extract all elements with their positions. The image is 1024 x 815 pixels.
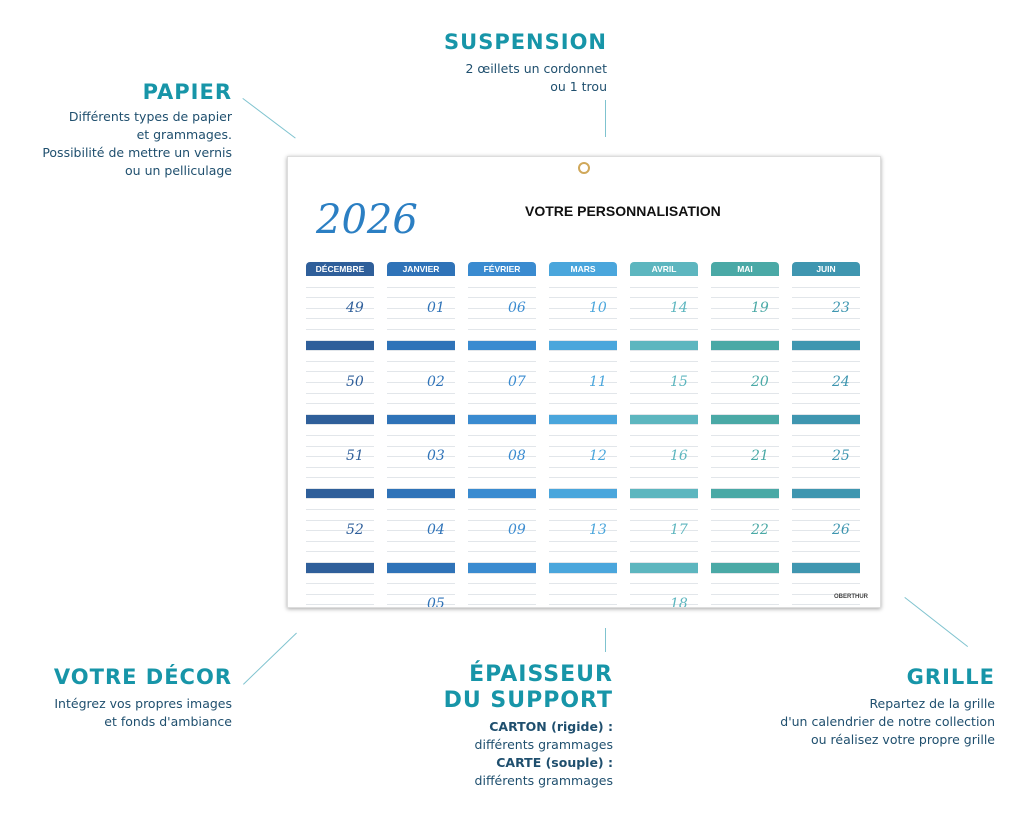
epaisseur-title-1: ÉPAISSEUR: [469, 662, 613, 687]
day-row: [792, 499, 860, 510]
day-row: [711, 319, 779, 330]
decor-line: Intégrez vos propres images: [54, 696, 232, 711]
day-row: [468, 563, 536, 574]
week-number: 03: [427, 448, 445, 464]
day-row: [387, 404, 455, 415]
week-number: 01: [427, 300, 445, 316]
month-header: MARS: [549, 262, 617, 276]
day-row: [549, 330, 617, 341]
day-row: [792, 510, 860, 521]
day-row: [711, 288, 779, 299]
day-row: [711, 489, 779, 500]
day-row: [387, 415, 455, 426]
day-row: [306, 394, 374, 405]
month-column: [549, 262, 617, 592]
day-row: [549, 362, 617, 373]
day-row: [468, 584, 536, 595]
day-row: [549, 552, 617, 563]
day-row: [306, 468, 374, 479]
week-number: 02: [427, 374, 445, 390]
day-row: [387, 394, 455, 405]
grille-text: [740, 695, 995, 749]
day-row: [306, 489, 374, 500]
day-row: [387, 319, 455, 330]
day-row: [549, 404, 617, 415]
day-rows: [549, 277, 617, 592]
month-column: [306, 262, 374, 592]
day-row: [549, 478, 617, 489]
decor-line: et fonds d'ambiance: [104, 714, 232, 729]
day-row: [711, 362, 779, 373]
suspension-title: SUSPENSION: [444, 30, 607, 54]
day-row: [792, 288, 860, 299]
day-row: [630, 277, 698, 288]
day-row: [549, 510, 617, 521]
epaisseur-line: différents grammages: [474, 773, 613, 788]
week-number: 13: [589, 522, 607, 538]
day-row: [468, 404, 536, 415]
day-row: [792, 362, 860, 373]
day-row: [549, 584, 617, 595]
day-row: [306, 341, 374, 352]
day-row: [468, 288, 536, 299]
day-row: [792, 415, 860, 426]
day-row: [468, 436, 536, 447]
day-row: [306, 595, 374, 606]
day-row: [630, 489, 698, 500]
day-row: [630, 319, 698, 330]
day-row: [711, 277, 779, 288]
month-column: [387, 262, 455, 608]
day-row: [549, 277, 617, 288]
day-row: [630, 584, 698, 595]
day-row: [711, 404, 779, 415]
day-row: [306, 510, 374, 521]
papier-line: Différents types de papier: [68, 109, 232, 124]
day-row: [549, 319, 617, 330]
day-row: [711, 563, 779, 574]
grille-line: ou réalisez votre propre grille: [810, 732, 995, 747]
day-row: [549, 574, 617, 585]
day-row: [306, 330, 374, 341]
day-rows: [792, 277, 860, 592]
day-row: [630, 510, 698, 521]
day-row: [387, 574, 455, 585]
day-row: [387, 510, 455, 521]
day-row: [306, 552, 374, 563]
day-row: [306, 478, 374, 489]
month-header: MAI: [711, 262, 779, 276]
epaisseur-line: différents grammages: [474, 737, 613, 752]
suspension-line: ou 1 trou: [550, 79, 607, 94]
week-number: 51: [346, 448, 364, 464]
week-number: 10: [589, 300, 607, 316]
day-row: [711, 436, 779, 447]
week-number: 08: [508, 448, 526, 464]
decor-title: VOTRE DÉCOR: [53, 665, 232, 689]
day-row: [387, 341, 455, 352]
day-row: [792, 351, 860, 362]
day-row: [630, 552, 698, 563]
day-row: [630, 563, 698, 574]
day-row: [468, 415, 536, 426]
day-row: [630, 351, 698, 362]
day-row: [711, 425, 779, 436]
papier-pointer-line: [242, 98, 295, 139]
week-number: 50: [346, 374, 364, 390]
day-row: [387, 468, 455, 479]
day-rows: [630, 277, 698, 592]
day-row: [549, 563, 617, 574]
week-number: 17: [670, 522, 688, 538]
day-row: [306, 415, 374, 426]
day-row: [711, 595, 779, 606]
day-row: [711, 574, 779, 585]
month-header: JANVIER: [387, 262, 455, 276]
personalisation-label: VOTRE PERSONNALISATION: [525, 203, 721, 219]
day-row: [468, 330, 536, 341]
papier-line: ou un pelliculage: [125, 163, 232, 178]
day-row: [387, 489, 455, 500]
grille-line: d'un calendrier de notre collection: [780, 714, 995, 729]
epaisseur-pointer-line: [605, 628, 606, 652]
day-row: [306, 362, 374, 373]
day-row: [792, 394, 860, 405]
day-row: [387, 436, 455, 447]
day-row: [306, 288, 374, 299]
day-row: [387, 277, 455, 288]
epaisseur-line: CARTON (rigide) :: [489, 719, 613, 734]
day-row: [468, 595, 536, 606]
day-row: [549, 425, 617, 436]
day-row: [792, 478, 860, 489]
decor-pointer-line: [243, 633, 297, 685]
papier-text: [20, 108, 232, 180]
day-row: [306, 404, 374, 415]
papier-title: PAPIER: [142, 80, 232, 104]
day-row: [306, 425, 374, 436]
day-row: [306, 574, 374, 585]
day-row: [792, 404, 860, 415]
day-row: [468, 552, 536, 563]
decor-text: [20, 695, 232, 731]
calendar-year: 2026: [316, 197, 418, 243]
day-row: [549, 341, 617, 352]
day-row: [630, 499, 698, 510]
week-number: 25: [832, 448, 850, 464]
calendar-sheet: [287, 156, 881, 608]
day-row: [468, 425, 536, 436]
day-row: [630, 542, 698, 553]
week-number: 52: [346, 522, 364, 538]
day-row: [387, 330, 455, 341]
week-number: 09: [508, 522, 526, 538]
week-number: 05: [427, 596, 445, 608]
day-row: [468, 394, 536, 405]
week-number: 26: [832, 522, 850, 538]
suspension-line: 2 œillets un cordonnet: [465, 61, 607, 76]
day-row: [387, 542, 455, 553]
epaisseur-line: CARTE (souple) :: [496, 755, 613, 770]
day-row: [630, 478, 698, 489]
week-number: 04: [427, 522, 445, 538]
day-rows: [711, 277, 779, 592]
day-row: [387, 584, 455, 595]
day-row: [387, 362, 455, 373]
day-row: [468, 510, 536, 521]
day-row: [306, 584, 374, 595]
day-row: [630, 436, 698, 447]
week-number: 16: [670, 448, 688, 464]
week-number: 14: [670, 300, 688, 316]
papier-line: et grammages.: [136, 127, 232, 142]
day-row: [306, 542, 374, 553]
day-row: [468, 574, 536, 585]
day-row: [792, 436, 860, 447]
day-row: [306, 351, 374, 362]
month-header: JUIN: [792, 262, 860, 276]
week-number: 07: [508, 374, 526, 390]
month-column: [792, 262, 860, 592]
week-number: 23: [832, 300, 850, 316]
month-header: AVRIL: [630, 262, 698, 276]
day-row: [549, 468, 617, 479]
grille-title: GRILLE: [906, 665, 995, 689]
day-row: [468, 542, 536, 553]
day-row: [711, 478, 779, 489]
month-column: [630, 262, 698, 608]
day-row: [792, 468, 860, 479]
day-row: [549, 394, 617, 405]
day-row: [306, 277, 374, 288]
day-row: [792, 563, 860, 574]
day-row: [306, 499, 374, 510]
day-row: [387, 288, 455, 299]
month-column: [711, 262, 779, 592]
week-number: 06: [508, 300, 526, 316]
day-row: [549, 415, 617, 426]
day-row: [792, 330, 860, 341]
day-row: [630, 404, 698, 415]
week-number: 20: [751, 374, 769, 390]
eyelet-icon: [578, 162, 590, 174]
day-row: [630, 394, 698, 405]
day-row: [792, 319, 860, 330]
day-row: [711, 330, 779, 341]
day-row: [387, 425, 455, 436]
day-row: [549, 542, 617, 553]
epaisseur-title-2: DU SUPPORT: [443, 688, 613, 713]
day-row: [792, 341, 860, 352]
day-row: [306, 563, 374, 574]
week-number: 12: [589, 448, 607, 464]
week-number: 22: [751, 522, 769, 538]
suspension-pointer-line: [605, 100, 606, 137]
papier-line: Possibilité de mettre un vernis: [42, 145, 232, 160]
day-row: [549, 288, 617, 299]
day-row: [549, 595, 617, 606]
day-row: [468, 499, 536, 510]
suspension-text: [400, 60, 607, 96]
day-row: [630, 288, 698, 299]
day-row: [711, 510, 779, 521]
day-row: [792, 574, 860, 585]
day-row: [549, 436, 617, 447]
day-row: [711, 351, 779, 362]
day-rows: [387, 277, 455, 592]
day-row: [468, 478, 536, 489]
week-number: 24: [832, 374, 850, 390]
month-header: FÉVRIER: [468, 262, 536, 276]
week-number: 49: [346, 300, 364, 316]
day-row: [387, 563, 455, 574]
day-row: [630, 341, 698, 352]
day-row: [387, 552, 455, 563]
day-row: [630, 330, 698, 341]
day-row: [711, 415, 779, 426]
day-row: [630, 415, 698, 426]
day-row: [549, 499, 617, 510]
day-row: [306, 436, 374, 447]
day-row: [792, 277, 860, 288]
epaisseur-text: [400, 718, 613, 790]
day-row: [387, 499, 455, 510]
day-row: [468, 341, 536, 352]
day-row: [468, 351, 536, 362]
month-header: DÉCEMBRE 2024: [306, 262, 374, 276]
day-row: [711, 341, 779, 352]
day-row: [711, 584, 779, 595]
week-number: 15: [670, 374, 688, 390]
grille-line: Repartez de la grille: [869, 696, 995, 711]
day-row: [630, 362, 698, 373]
day-row: [468, 277, 536, 288]
week-number: 21: [751, 448, 769, 464]
brand-label: OBERTHUR: [834, 594, 868, 600]
week-number: 19: [751, 300, 769, 316]
day-row: [792, 425, 860, 436]
day-row: [630, 425, 698, 436]
day-row: [468, 319, 536, 330]
day-row: [711, 552, 779, 563]
day-row: [792, 552, 860, 563]
day-row: [387, 351, 455, 362]
day-row: [549, 489, 617, 500]
day-row: [306, 319, 374, 330]
day-row: [468, 489, 536, 500]
day-rows: [306, 277, 374, 592]
day-row: [792, 542, 860, 553]
day-row: [711, 499, 779, 510]
day-row: [792, 489, 860, 500]
grille-pointer-line: [904, 597, 968, 647]
day-row: [468, 362, 536, 373]
day-row: [630, 574, 698, 585]
day-row: [387, 478, 455, 489]
month-column: [468, 262, 536, 592]
week-number: 18: [670, 596, 688, 608]
day-row: [630, 468, 698, 479]
day-row: [468, 468, 536, 479]
day-row: [711, 394, 779, 405]
day-row: [711, 468, 779, 479]
day-row: [549, 351, 617, 362]
week-number: 11: [589, 374, 607, 390]
day-row: [711, 542, 779, 553]
day-rows: [468, 277, 536, 592]
